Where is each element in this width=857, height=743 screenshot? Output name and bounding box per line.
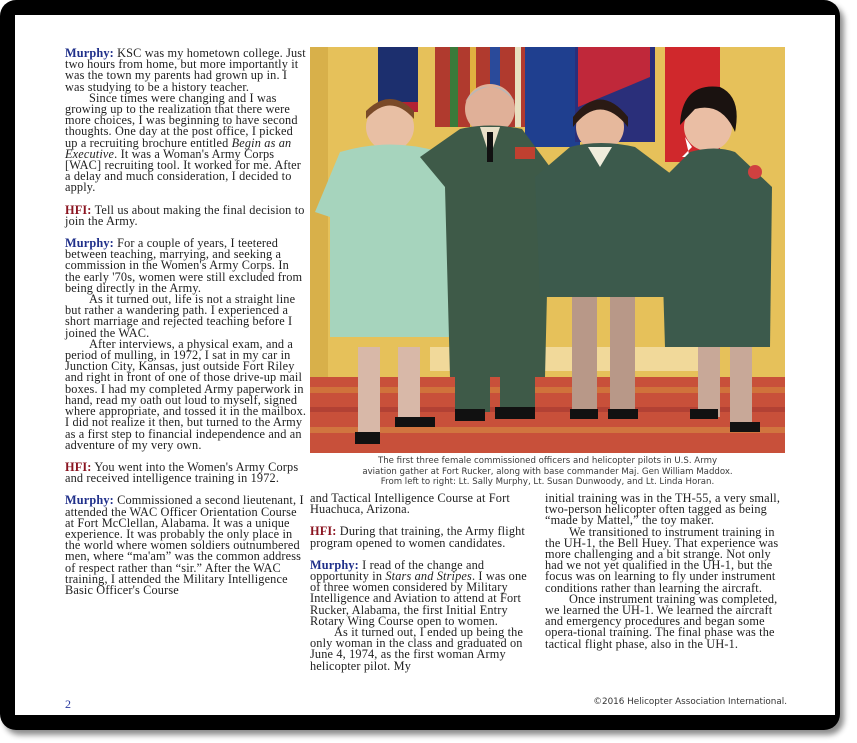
paragraph-text: . I was one of three women considered by Military Intelligence and Aviation to attend at Fort Rucker, Alabama, the first Initial Entry Rotary Wing Course open to women. xyxy=(310,569,527,628)
magazine-page xyxy=(15,15,835,715)
question-paragraph xyxy=(310,526,535,548)
caption-line: aviation gather at Fort Rucker, along with base commander Maj. Gen William Maddox. xyxy=(362,466,733,477)
paragraph-text: During that training, the Army flight program opened to women candidates. xyxy=(310,524,525,550)
paragraph: and Tactical Intelligence Course at Fort Huachuca, Arizona. xyxy=(310,491,510,517)
paragraph: We transitioned to instrument training in the UH-1, the Bell Huey. That experience was more challenging and a bit strange. Not only had we not yet qualified in the UH-1, but the focus was on learning to fly under instrument conditions rather than learning the aircraft. xyxy=(545,524,779,595)
speaker-murphy: Murphy: xyxy=(310,557,359,572)
publication-title: Stars and Stripes xyxy=(385,569,472,584)
caption-line: The first three female commissioned officers and helicopter pilots in U.S. Army xyxy=(377,456,718,466)
speaker-murphy: Murphy: xyxy=(65,46,114,60)
speaker-murphy: Murphy: xyxy=(65,236,114,251)
paragraph-text: . It was a Woman's Army Corps [WAC] recruiting tool. It worked for me. After a delay and much consideration, I decided to apply. xyxy=(65,146,302,195)
page-number: 2 xyxy=(65,697,71,711)
answer-paragraph xyxy=(65,48,307,93)
group-photo xyxy=(310,47,785,453)
caption-line: From left to right: Lt. Sally Murphy, Lt. Susan Dunwoody, and Lt. Linda Horan. xyxy=(380,477,715,488)
photo-caption xyxy=(310,456,785,488)
paragraph-text: Since times were changing and I was growing up to the realization that there were more choices, I was beginning to have second thoughts. One day at the post office, I picked up a recruiting brochure entitled xyxy=(65,90,298,150)
paragraph: initial training was in the TH-55, a very small, two-person helicopter often tagged as being “made by Mattel,” the toy maker. xyxy=(545,491,781,528)
paragraph-text: You went into the Women's Army Corps and received intelligence training in 1972. xyxy=(65,459,299,486)
brochure-title: Begin as an Executive xyxy=(65,135,292,161)
question-paragraph xyxy=(65,202,307,228)
paragraph-text: Commissioned a second lieutenant, I attended the WAC Officer Orientation Course at Fort McClellan, Alabama. It was a unique experience. It was probably the only place in the world where women soldiers outnumbered men, where “ma'am” was the common address of respect rather than “sir.” After the WAC training, I attended the Military Intelligence Basic Officer's Course xyxy=(65,493,304,597)
paragraph-text: KSC was my hometown college. Just two hours from home, but more importantly it was the town my parents had grown up in. I was studying to be a history teacher. xyxy=(65,46,306,94)
paragraph: After interviews, a physical exam, and a period of mulling, in 1972, I sat in my car in Junction City, Kansas, just outside Fort Riley and right in front of one of those drive-up mail boxes. I had my completed Army paperwork in hand, read my oath out loud to myself, signed where appropriate, and tossed it in the mailbox. I did not realize it then, but turned to the Army as a first step to financial independence and an adventure of my very own. xyxy=(65,336,307,452)
paragraph: Once instrument training was completed, we learned the UH-1. We learned the aircraft and emergency procedures and began some opera-tional training. The final phase was the tactical flight phase, also in the UH-1. xyxy=(545,591,778,651)
answer-paragraph xyxy=(65,495,307,596)
paragraph: As it turned out, life is not a straight line but rather a wandering path. I experienced a short marriage and rejected teaching before I joined the WAC. xyxy=(65,292,296,340)
copyright-notice: ©2016 Helicopter Association International. xyxy=(593,697,787,707)
paragraph xyxy=(65,90,307,195)
speaker-murphy: Murphy: xyxy=(65,493,114,508)
photo-illustration xyxy=(310,47,785,453)
column-1 xyxy=(65,48,307,596)
paragraph-text: For a couple of years, I teetered between teaching, marrying, and seeking a commission in the Women's Army Corps. In the early '70s, women were still excluded from being directly in the Army. xyxy=(65,236,303,295)
speaker-hfi: HFI: xyxy=(65,459,92,474)
paragraph-text: I read of the change and opportunity in xyxy=(310,557,485,584)
answer-paragraph xyxy=(310,557,535,628)
column-3 xyxy=(545,493,790,650)
speaker-hfi: HFI: xyxy=(310,524,337,539)
paragraph: As it turned out, I ended up being the only woman in the class and graduated on June 4, 1974, as the first woman Army helicopter pilot. My xyxy=(310,625,524,673)
answer-paragraph xyxy=(65,238,307,294)
army-flag xyxy=(525,47,580,147)
question-paragraph xyxy=(65,459,307,486)
column-2 xyxy=(310,493,535,672)
paragraph-text: Tell us about making the final decision to join the Army. xyxy=(65,202,305,228)
us-flag xyxy=(378,47,418,107)
speaker-hfi: HFI: xyxy=(65,202,92,217)
